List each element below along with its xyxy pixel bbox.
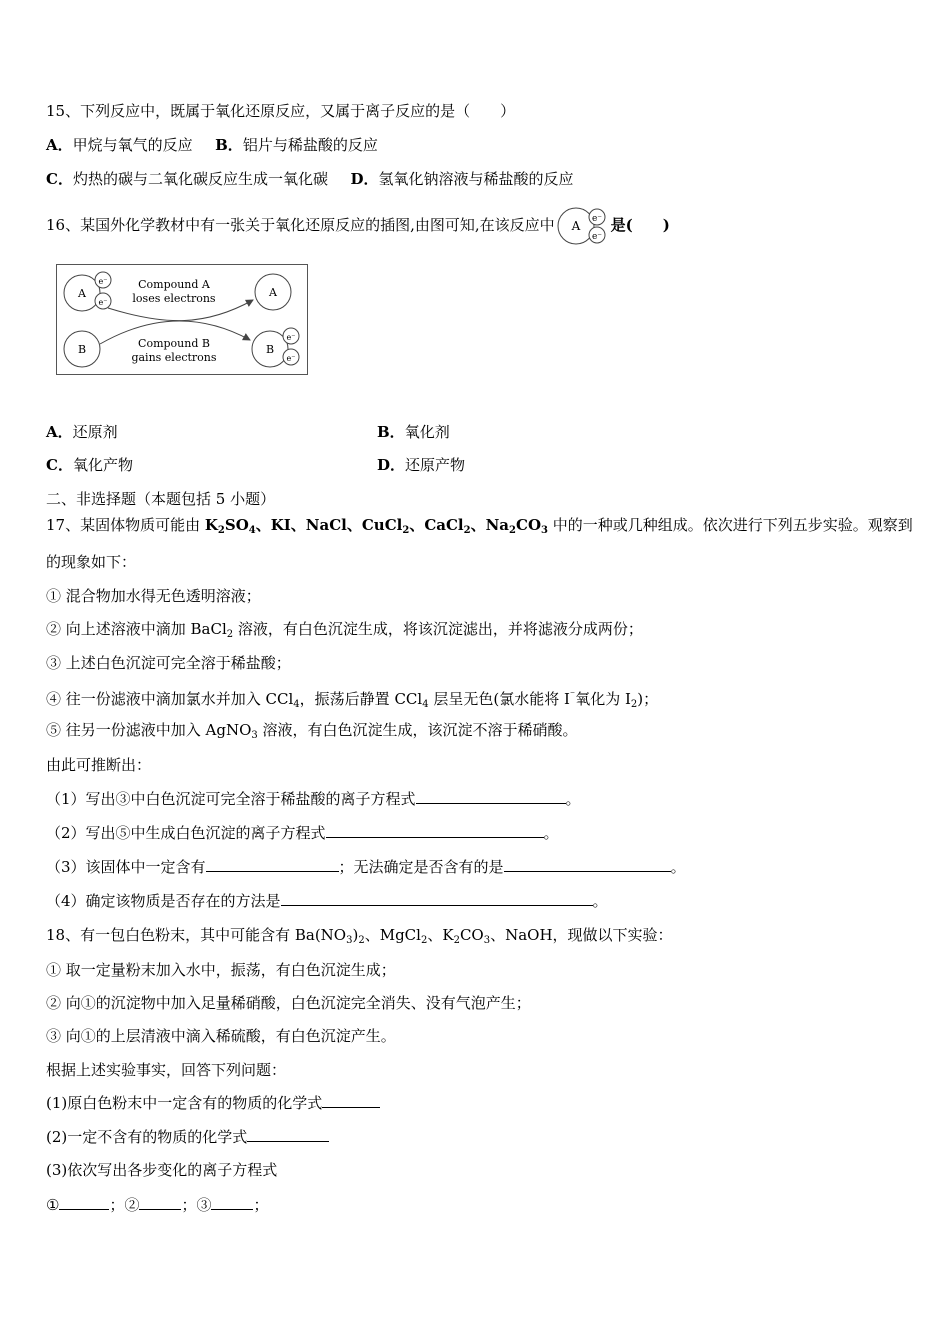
q15-option-c-text: 灼热的碳与二氧化碳反应生成一氧化碳: [72, 170, 328, 188]
inline-atom-a-icon: [557, 205, 609, 247]
svg-text:B: B: [265, 343, 275, 356]
q16-stem: [46, 214, 670, 242]
q17-part3: （3）该固体中一定含有 ；无法确定是否含有的是 。: [46, 858, 686, 876]
q15-option-b-text: 铝片与稀盐酸的反应: [242, 136, 378, 154]
q18-part1: (1)原白色粉末中一定含有的物质的化学式: [46, 1093, 380, 1113]
caption-b-line2: gains electrons: [131, 351, 217, 364]
q17-step3: ③ 上述白色沉淀可完全溶于稀盐酸；: [46, 654, 291, 672]
q18-equation2-blank[interactable]: [139, 1195, 181, 1210]
q17-part1-answer-blank[interactable]: [416, 789, 566, 804]
q18-part1-answer-blank[interactable]: [322, 1093, 380, 1108]
q18-step3: ③ 向①的上层清液中滴入稀硫酸，有白色沉淀产生。: [46, 1027, 396, 1045]
q15-option-c-label: C．: [46, 170, 73, 188]
q17-part1: （1）写出③中白色沉淀可完全溶于稀盐酸的离子方程式 。: [46, 790, 581, 808]
q18-stem: 18、有一包白色粉末，其中可能含有 $Ba(NO_3)_2$、MgCl$_2$、$K_2CO_3$、NaOH，现做以下实验：: [46, 926, 673, 946]
svg-text:A: A: [78, 287, 86, 300]
q16-stem-after: 是( ): [610, 216, 670, 234]
svg-text:A: A: [571, 219, 580, 233]
q16-option-c: C．氧化产物: [46, 456, 133, 474]
q17-step1: ① 混合物加水得无色透明溶液；: [46, 587, 261, 605]
q17-part2: （2）写出⑤中生成白色沉淀的离子方程式 。: [46, 824, 559, 842]
q15-option-a-text: 甲烷与氧气的反应: [72, 136, 193, 154]
q18-part3-blanks: ① ；② ；③ ；: [46, 1196, 269, 1214]
q15-stem: 15、下列反应中，既属于氧化还原反应，又属于离子反应的是（ ）: [46, 102, 516, 120]
q16-option-a: A．还原剂: [46, 423, 118, 441]
q18-part2: (2)一定不含有的物质的化学式: [46, 1127, 329, 1147]
q16-option-d: D．还原产物: [377, 456, 466, 474]
q17-step5: ⑤ 往另一份滤液中加入 AgNO$_3$ 溶液，有白色沉淀生成，该沉淀不溶于稀硝酸。: [46, 721, 578, 741]
q18-part3: (3)依次写出各步变化的离子方程式: [46, 1161, 278, 1179]
q18-step2: ② 向①的沉淀物中加入足量稀硝酸，白色沉淀完全消失、没有气泡产生；: [46, 994, 531, 1012]
q17-part2-answer-blank[interactable]: [326, 823, 544, 838]
q17-infer: 由此可推断出：: [46, 756, 152, 774]
q17-part4: （4）确定该物质是否存在的方法是 。: [46, 892, 608, 910]
q15-options-cd: [46, 169, 573, 189]
q15-options-ab: [46, 135, 378, 155]
svg-text:e⁻: e⁻: [98, 277, 108, 286]
q18-part2-answer-blank[interactable]: [247, 1127, 329, 1142]
svg-text:e⁻: e⁻: [98, 298, 108, 307]
electron-transfer-diagram: [56, 264, 308, 376]
q17-step4: ④ 往一份滤液中滴加氯水并加入 CCl$_4$，振荡后静置 CCl$_4$ 层呈无色(氯水能将 I⁻氧化为 $I_2$)；: [46, 690, 659, 710]
q15-option-d-text: 氢氧化钠溶液与稀盐酸的反应: [378, 170, 574, 188]
q18-equation3-blank[interactable]: [211, 1195, 253, 1210]
svg-text:B: B: [77, 343, 87, 356]
caption-b-line1: Compound B: [138, 337, 210, 350]
q18-answer-intro: 根据上述实验事实，回答下列问题：: [46, 1061, 287, 1079]
caption-a-line1: Compound A: [138, 278, 210, 291]
q16-option-b: B．氧化剂: [377, 423, 450, 441]
q15-option-a-label: A．: [46, 136, 73, 154]
q17-step2: ② 向上述溶液中滴加 BaCl$_2$ 溶液，有白色沉淀生成，将该沉淀滤出，并将滤液分成两份；: [46, 620, 643, 640]
q15-option-d-label: D．: [350, 170, 379, 188]
q16-stem-before: 16、某国外化学教材中有一张关于氧化还原反应的插图,由图可知,在该反应中: [46, 216, 555, 234]
svg-text:e⁻: e⁻: [286, 333, 296, 342]
q15-option-b-label: B．: [215, 136, 243, 154]
q17-part3-must-contain-blank[interactable]: [206, 857, 339, 872]
q18-equation1-blank[interactable]: [59, 1195, 109, 1210]
svg-text:A: A: [269, 286, 277, 299]
section2-title: 二、非选择题（本题包括 5 小题）: [46, 490, 276, 508]
svg-text:e⁻: e⁻: [286, 354, 296, 363]
q17-stem-line2: 的现象如下：: [46, 553, 137, 571]
q17-part4-method-blank[interactable]: [281, 891, 593, 906]
q18-step1: ① 取一定量粉末加入水中，振荡，有白色沉淀生成；: [46, 961, 396, 979]
caption-a-line2: loses electrons: [132, 292, 216, 305]
svg-text:e⁻: e⁻: [591, 232, 602, 242]
q17-stem-line1: 17、某固体物质可能由 $K_2SO_4$、KI、NaCl、CuCl$_2$、CaCl$_2$、$Na_2CO_3$ 中的一种或几种组成。依次进行下列五步实验。观察到: [46, 516, 913, 536]
svg-text:e⁻: e⁻: [591, 214, 602, 224]
q17-part3-uncertain-blank[interactable]: [504, 857, 671, 872]
